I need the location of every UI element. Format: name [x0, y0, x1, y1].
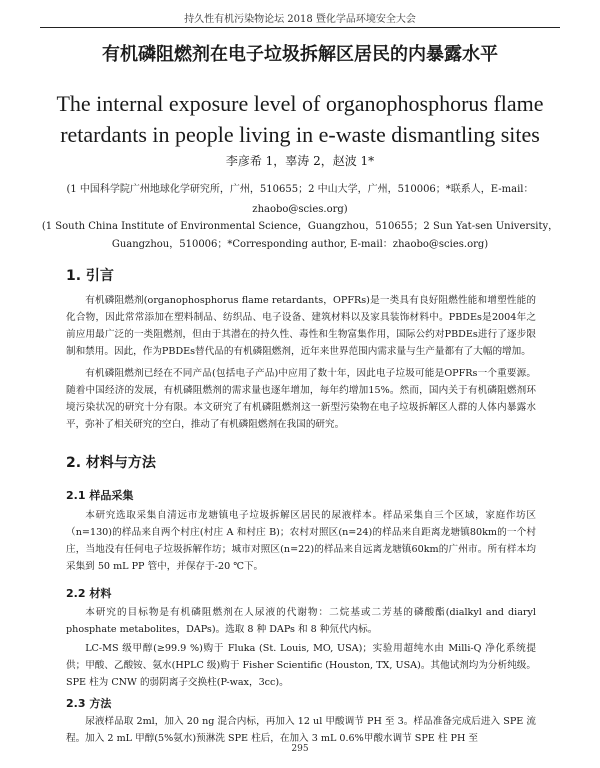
- subsection-heading-method: 2.3 方法: [66, 697, 112, 710]
- page-number: 295: [291, 744, 309, 754]
- paragraph-materials-1: 本研究的目标物是有机磷阻燃剂在人尿液的代谢物：二烷基或二芳基的磷酸酯(dialkyl and diaryl phosphate metabolites，DAPs)。选取 8 种 DAPs 和 8 种氘代内标。: [66, 607, 536, 635]
- section-heading-intro: 1. 引言: [66, 268, 114, 284]
- paragraph-materials-2: LC-MS 级甲醇(≥99.9 %)购于 Fluka (St. Louis, MO, USA)；实验用超纯水由 Milli-Q 净化系统提供；甲酸、乙酸铵、氨水(HPLC 级)购于 Fisher Scientific (Houston, TX, USA)。其他试剂均为分析纯级。SPE 柱为 CNW 的弱阴离子交换柱(P-wax，3cc)。: [66, 643, 536, 688]
- paragraph-sampling: 本研究选取采集自清远市龙塘镇电子垃圾拆解区居民的尿液样本。样品采集自三个区域，家庭作坊区（n=130)的样品来自两个村庄(村庄 A 和村庄 B)；农村对照区(n=24)的样品来自距离龙塘镇80km的一个村庄，当地没有任何电子垃圾拆解作坊；城市对照区(n=22)的样品来自远离龙塘镇60km的广州市。所有样本均采集到 50 mL PP 管中，并保存于-20 ℃下。: [66, 510, 536, 572]
- paragraph-intro-2: 有机磷阻燃剂已经在不同产品(包括电子产品)中应用了数十年，因此电子垃圾可能是OPFRs一个重要源。随着中国经济的发展，有机磷阻燃剂的需求量也逐年增加，每年约增加15%。然而，国内关于有机磷阻燃剂环境污染状况的研究十分有限。本文研究了有机磷阻燃剂这一新型污染物在电子垃圾拆解区人群的人体内暴露水平，弥补了相关研究的空白，推动了有机磷阻燃剂在我国的研究。: [66, 368, 536, 430]
- title-english: The internal exposure level of organophosphorus flame retardants in people living in e-waste dismantling sites: [56, 91, 544, 147]
- affiliation-chinese: (1 中国科学院广州地球化学研究所，广州，510655；2 中山大学，广州，510006；*联系人，E-mail：zhaobo@scies.org): [66, 184, 534, 215]
- paragraph-method: 尿液样品取 2ml，加入 20 ng 混合内标，再加入 12 ul 甲酸调节 PH 至 3。样品准备完成后进入 SPE 流程。加入 2 mL 甲醇(5%氨水)预淋洗 SPE 柱后，在加入 3 mL 0.6%甲酸水调节 SPE 柱 PH 至: [66, 716, 536, 744]
- header-divider: [40, 27, 560, 28]
- paragraph-intro-1: 有机磷阻燃剂(organophosphorus flame retardants，OPFRs)是一类具有良好阻燃性能和增塑性能的化合物，因此常常添加在塑料制品、纺织品、电子设备、建筑材料以及家具装饰材料中。PBDEs是2004年之前应用最广泛的一类阻燃剂，但由于其潜在的持久性、毒性和生物富集作用，国际公约对PBDEs进行了逐步限制和禁用。因此，作为PBDEs替代品的有机磷阻燃剂，近年来世界范围内需求量与生产量都有了大幅的增加。: [66, 295, 536, 357]
- section-heading-methods: 2. 材料与方法: [66, 455, 156, 471]
- title-chinese: 有机磷阻燃剂在电子垃圾拆解区居民的内暴露水平: [102, 44, 498, 65]
- subsection-heading-sampling: 2.1 样品采集: [66, 489, 134, 502]
- subsection-heading-materials: 2.2 材料: [66, 587, 112, 600]
- affiliation-english: (1 South China Institute of Environmental Science，Guangzhou，510655；2 Sun Yat-sen University，Guangzhou，510006；*Corresponding author, E-mail：zhaobo@scies.org): [41, 221, 559, 250]
- running-header: 持久性有机污染物论坛 2018 暨化学品环境安全大会: [184, 14, 416, 25]
- author-list: 李彦希 1，辜涛 2，赵波 1*: [225, 154, 375, 168]
